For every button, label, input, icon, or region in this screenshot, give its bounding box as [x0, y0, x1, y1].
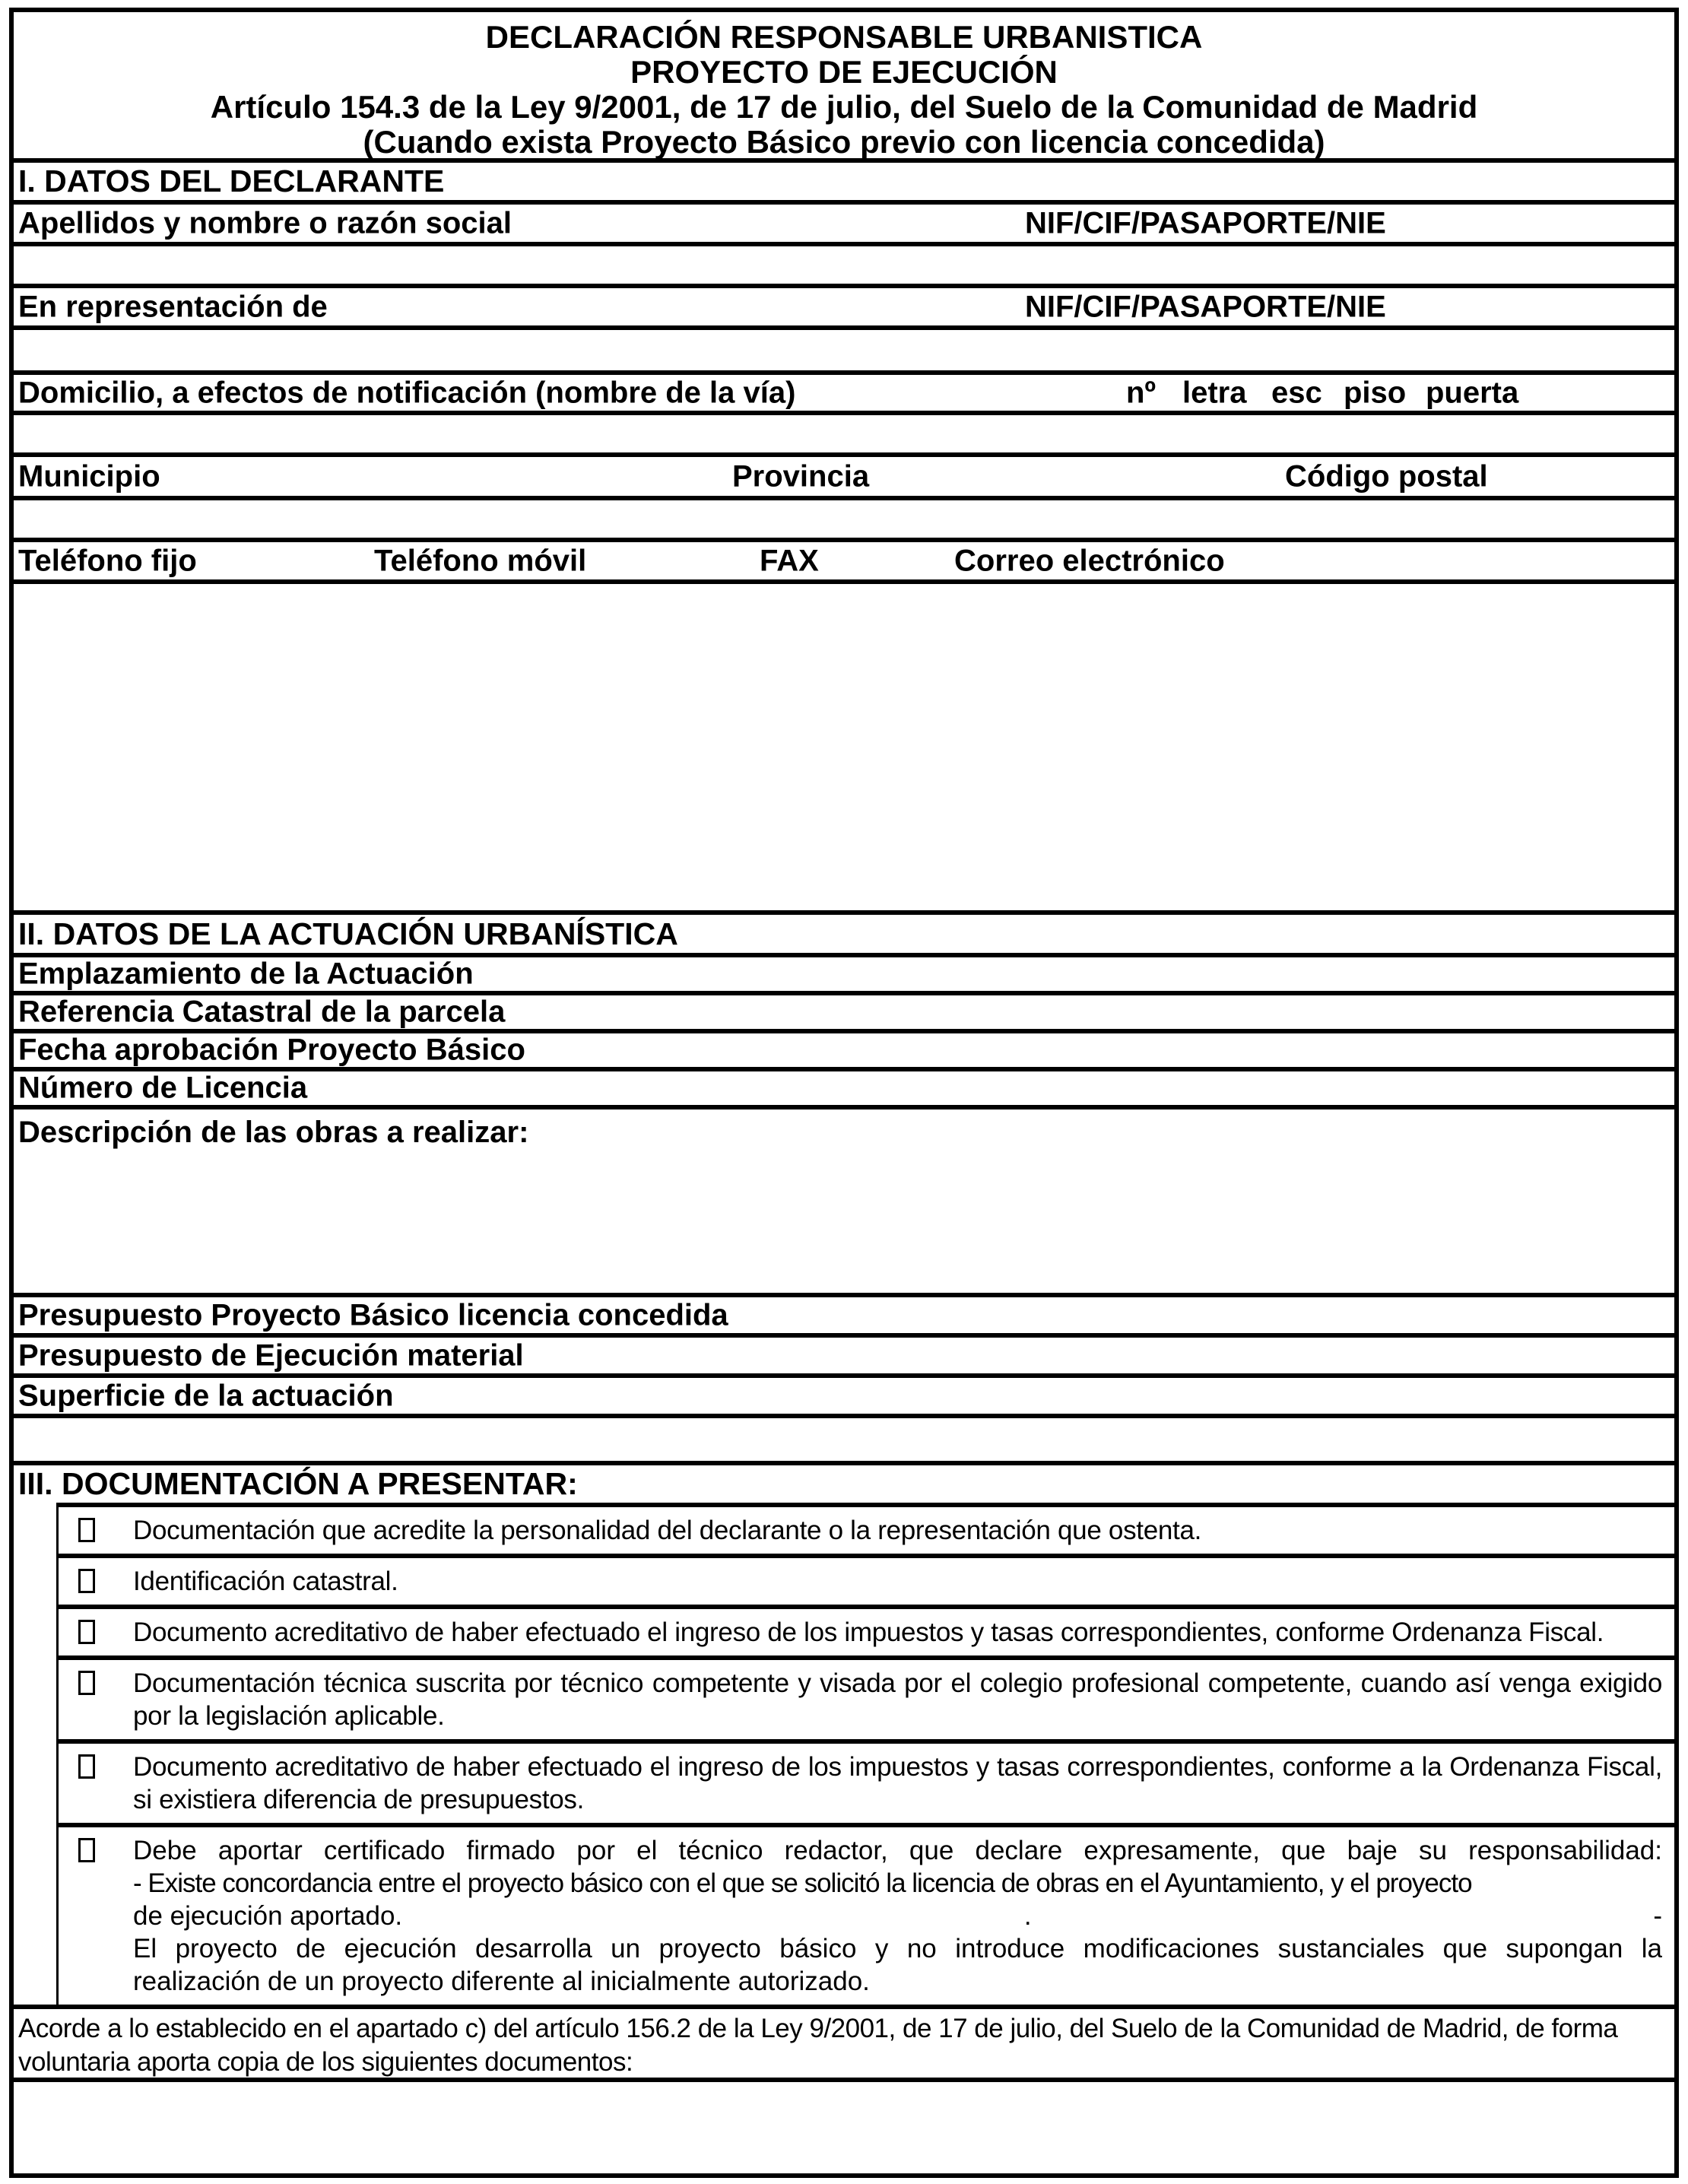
license-number-label: Número de Licencia	[18, 1071, 308, 1105]
checkbox-icon[interactable]	[78, 1620, 95, 1644]
doc-item-6-line3-left: de ejecución aportado.	[133, 1901, 403, 1931]
phone-input-cell[interactable]	[14, 584, 1674, 915]
approval-date-label: Fecha aprobación Proyecto Básico	[18, 1033, 525, 1067]
form-frame	[9, 8, 1679, 2178]
approval-date-row[interactable]	[14, 1033, 1674, 1071]
checkbox-icon[interactable]	[78, 1754, 95, 1779]
doc-item-6-line3-right: -	[1653, 1901, 1662, 1931]
location-label: Emplazamiento de la Actuación	[18, 957, 474, 991]
section3-title: III. DOCUMENTACIÓN A PRESENTAR:	[14, 1465, 1674, 1503]
doc-item-6-line1: Debe aportar certificado firmado por el técnico redactor, que declare expresamente, que baje su responsabilidad:	[133, 1836, 1662, 1865]
address-floor-label: piso	[1344, 376, 1407, 409]
name-input-cell[interactable]	[14, 246, 1674, 288]
documentation-checklist	[14, 1503, 1674, 2009]
doc-item-3-text: Documento acreditativo de haber efectuado el ingreso de los impuestos y tasas correspondientes, conforme Ordenanza Fiscal.	[133, 1617, 1604, 1647]
cadastral-ref-label: Referencia Catastral de la parcela	[18, 995, 506, 1029]
execution-budget-label: Presupuesto de Ejecución material	[18, 1338, 524, 1372]
doc-item-1	[59, 1507, 1674, 1558]
municipality-input-cell[interactable]	[14, 500, 1674, 542]
address-label: Domicilio, a efectos de notificación (nombre de la vía)	[18, 376, 796, 409]
address-label-row	[14, 375, 1674, 415]
doc-item-2	[59, 1558, 1674, 1609]
license-number-row[interactable]	[14, 1071, 1674, 1109]
doc-item-4	[59, 1660, 1674, 1744]
representation-label: En representación de	[18, 290, 328, 323]
doc-item-6-line3-mid: .	[1023, 1901, 1032, 1931]
name-label: Apellidos y nombre o razón social	[18, 206, 512, 240]
email-label: Correo electrónico	[954, 544, 1225, 577]
section2-empty-cell[interactable]	[14, 1418, 1674, 1465]
checkbox-icon[interactable]	[78, 1569, 95, 1593]
form-title-line1: DECLARACIÓN RESPONSABLE URBANISTICA	[485, 19, 1203, 55]
doc-item-6-line3	[133, 1900, 1662, 1932]
address-number-label: nº	[1126, 376, 1157, 409]
name-label-row	[14, 205, 1674, 246]
doc-item-6	[59, 1827, 1674, 2005]
doc-item-5	[59, 1744, 1674, 1827]
voluntary-docs-note: Acorde a lo establecido en el apartado c) del artículo 156.2 de la Ley 9/2001, de 17 de julio, del Suelo de la Comunidad de Madrid, de forma voluntaria aporta copia de los siguientes documentos:	[14, 2009, 1674, 2082]
cadastral-ref-row[interactable]	[14, 995, 1674, 1033]
execution-budget-row[interactable]	[14, 1338, 1674, 1378]
works-description-label: Descripción de las obras a realizar:	[18, 1116, 529, 1149]
doc-item-5-text: Documento acreditativo de haber efectuado el ingreso de los impuestos y tasas correspondientes, conforme a la Ordenanza Fiscal, si existiera diferencia de presupuestos.	[133, 1752, 1662, 1814]
nif-label-2: NIF/CIF/PASAPORTE/NIE	[1025, 290, 1386, 323]
doc-item-4-text: Documentación técnica suscrita por técnico competente y visada por el colegio profesional competente, cuando así venga exigido por la legislación aplicable.	[133, 1668, 1662, 1731]
doc-item-6-line4: El proyecto de ejecución desarrolla un proyecto básico y no introduce modificaciones sustanciales que supongan la	[133, 1934, 1662, 1963]
nif-label: NIF/CIF/PASAPORTE/NIE	[1025, 206, 1386, 240]
checkbox-icon[interactable]	[78, 1838, 95, 1862]
doc-item-6-line2: - Existe concordancia entre el proyecto básico con el que se solicitó la licencia de obras en el Ayuntamiento, y el proyecto	[133, 1868, 1472, 1898]
municipality-label: Municipio	[18, 459, 160, 493]
doc-item-1-text: Documentación que acredite la personalidad del declarante o la representación que ostenta.	[133, 1516, 1202, 1545]
checkbox-icon[interactable]	[78, 1671, 95, 1695]
address-input-cell[interactable]	[14, 415, 1674, 457]
address-door-label: puerta	[1426, 376, 1519, 409]
doc-item-3	[59, 1609, 1674, 1660]
representation-input-cell[interactable]	[14, 330, 1674, 375]
mobile-label: Teléfono móvil	[374, 544, 587, 577]
form-subtitle-line2: (Cuando exista Proyecto Básico previo con licencia concedida)	[363, 124, 1325, 160]
representation-label-row	[14, 288, 1674, 330]
fax-label: FAX	[760, 544, 819, 577]
address-letter-label: letra	[1182, 376, 1247, 409]
surface-label: Superficie de la actuación	[18, 1379, 394, 1412]
doc-item-2-text: Identificación catastral.	[133, 1567, 398, 1596]
form-title-line2: PROYECTO DE EJECUCIÓN	[630, 54, 1058, 90]
postal-code-label: Código postal	[1285, 459, 1488, 493]
basic-budget-row[interactable]	[14, 1297, 1674, 1338]
section1-title: I. DATOS DEL DECLARANTE	[14, 163, 1674, 205]
form-header	[14, 12, 1674, 163]
checklist-box	[56, 1503, 1674, 2005]
municipality-label-row	[14, 457, 1674, 500]
basic-budget-label: Presupuesto Proyecto Básico licencia concedida	[18, 1298, 728, 1332]
address-stair-label: esc	[1271, 376, 1322, 409]
surface-row[interactable]	[14, 1378, 1674, 1418]
works-description-cell[interactable]	[14, 1109, 1674, 1297]
voluntary-docs-input-cell[interactable]	[14, 2082, 1674, 2173]
form-subtitle-line1: Artículo 154.3 de la Ley 9/2001, de 17 de julio, del Suelo de la Comunidad de Madrid	[210, 89, 1478, 125]
doc-item-6-text	[133, 1834, 1662, 1998]
location-row[interactable]	[14, 957, 1674, 995]
checkbox-icon[interactable]	[78, 1518, 95, 1542]
phone-label: Teléfono fijo	[18, 544, 197, 577]
province-label: Provincia	[732, 459, 870, 493]
phone-label-row	[14, 542, 1674, 584]
doc-item-6-line5: realización de un proyecto diferente al inicialmente autorizado.	[133, 1967, 870, 1996]
section2-title: II. DATOS DE LA ACTUACIÓN URBANÍSTICA	[14, 915, 1674, 957]
